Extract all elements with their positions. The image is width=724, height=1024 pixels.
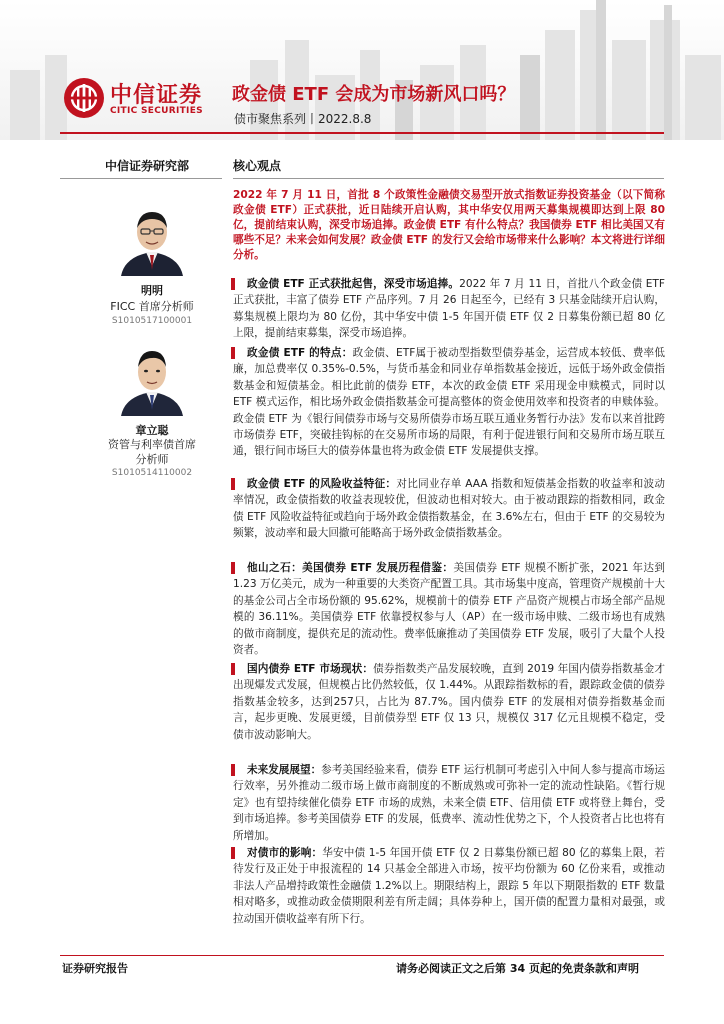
bullet-bar-icon xyxy=(231,347,235,359)
analyst-role-1: FICC 首席分析师 xyxy=(110,300,194,313)
paragraph-4-lead: 他山之石：美国债券 ETF 发展历程借鉴： xyxy=(247,562,454,574)
analyst-name-2: 章立聪 xyxy=(135,424,169,437)
paragraph-5-body: 债券指数类产品发展较晚，直到 2019 年国内债券指数基金才出现爆发式发展，但规模占比仍然较低，仅 1.44%。从跟踪指数标的看，跟踪政金债的债券指数基金较多，达到257只，占比为 87.7%。国内债券 ETF 的发展相对债券指数基金而言，起步更晚、发展更缓，目前债券型 ETF 仅 13 只，规模仅 317 亿元且规模不稳定，受债市波动影响大。 xyxy=(233,663,665,741)
paragraph-6 xyxy=(233,762,665,844)
key-points-intro: 2022 年 7 月 11 日，首批 8 个政策性金融债交易型开放式指数证券投资基金（以下简称政金债 ETF）正式获批，近日陆续开启认购，其中华安仅用两天募集规模即达到上限 80 亿，提前结束认购，深受市场追捧。政金债 ETF 有什么特点？我国债券 ETF 相比美国又有哪些不足？未来会如何发展？政金债 ETF 的发行又会给市场带来什么影响？本文将进行详细分析。 xyxy=(233,189,665,261)
paragraph-1-body: 2022 年 7 月 11 日，首批八个政金债 ETF 正式获批，丰富了债券 ETF 产品序列。7 月 26 日起至今，已经有 3 只基金陆续开启认购，募集规模上限均为 80 亿份，其中华安中债 1-5 年国开债 ETF 仅 2 日募集份额已超 80 亿上限，提前结束募集，深受市场追捧。 xyxy=(233,278,665,340)
paragraph-2 xyxy=(233,345,665,460)
paragraph-7 xyxy=(233,845,665,927)
brand-name-cn: 中信证券 xyxy=(110,82,203,108)
analyst-role-2-line1: 资管与利率债首席 xyxy=(108,438,196,451)
footer-report-type: 证券研究报告 xyxy=(62,962,128,975)
paragraph-3-body: 对比同业存单 AAA 指数和短债基金指数的收益率和波动率情况，政金债指数的收益表现较优，但波动也相对较大。由于被动跟踪的指数相同，政金债 ETF 风险收益特征或趋向于场外政金债指数基金，在 3.6%左右，但由于 ETF 的交易较为频繁，波动率和最大回撤可能略高于场外政金债指数基金。 xyxy=(233,478,665,540)
paragraph-7-body: 华安中债 1-5 年国开债 ETF 仅 2 日募集份额已超 80 亿的募集上限，若待发行及正处于申报流程的 14 只基金全部进入市场，按平均份额为 60 亿份来看，或推动非法人产品增持政策性金融债 1.2%以上。期限结构上，跟踪 5 年以下期限指数的 ETF 数量相对略多，或推动政金债期限利差有所走阔；具体券种上，国开债的配置力量相对最强，或拉动国开债收益率有所下行。 xyxy=(233,847,666,925)
paragraph-7-lead: 对债市的影响： xyxy=(247,847,323,859)
paragraph-6-body: 参考美国经验来看，债券 ETF 运行机制可考虑引入中间人参与提高市场运行效率，另外推动二级市场上做市商制度的不断成熟或可弥补一定的流动性缺陷。《暂行规定》也有望持续催化债券 ETF 市场的成熟，未来全债 ETF、信用债 ETF 或将登上舞台，受到市场追捧。参考美国债券 ETF 的发展，低费率、流动性优势之下，个人投资者占比也将有所增加。 xyxy=(233,764,666,842)
sidebar-divider xyxy=(60,178,222,179)
header-divider xyxy=(60,132,664,134)
paragraph-5-lead: 国内债券 ETF 市场现状： xyxy=(247,663,374,675)
paragraph-3 xyxy=(233,476,665,542)
analyst-name-1: 明明 xyxy=(141,284,163,297)
citic-logo-icon xyxy=(64,78,104,118)
paragraph-4-body: 美国债券 ETF 规模不断扩张，2021 年达到 1.23 万亿美元，成为一种重要的大类资产配置工具。其市场集中度高，管理资产规模前十大的基金公司占全市场份额的 95.62%，规模前十的债券 ETF 产品资产规模占市场全部产品规模的 36.11%。美国债券 ETF 依靠授权参与人（AP）在一级市场申赎、二级市场也有成熟的做市商制度，提供充足的流动性。费率低廉推动了美国债券 ETF 发展，吸引了大量个人投资者。 xyxy=(233,562,665,657)
report-title: 政金债 ETF 会成为市场新风口吗？ xyxy=(232,84,516,105)
paragraph-3-lead: 政金债 ETF 的风险收益特征： xyxy=(247,478,397,490)
bullet-bar-icon xyxy=(231,278,235,290)
analyst-cert-id-2: S1010514110002 xyxy=(111,468,193,478)
section-divider xyxy=(233,178,664,179)
bullet-bar-icon xyxy=(231,562,235,574)
analyst-photo-2 xyxy=(115,340,189,416)
section-title: 核心观点 xyxy=(233,159,282,173)
report-subtitle: 债市聚焦系列丨2022.8.8 xyxy=(234,112,372,126)
paragraph-6-lead: 未来发展展望： xyxy=(247,764,322,776)
bullet-bar-icon xyxy=(231,478,235,490)
footer-disclaimer: 请务必阅读正文之后第 34 页起的免责条款和声明 xyxy=(396,962,639,975)
brand-logo xyxy=(64,78,224,124)
brand-name-en: CITIC SECURITIES xyxy=(110,106,203,116)
analyst-role-2-line2: 分析师 xyxy=(135,453,169,466)
paragraph-1-lead: 政金债 ETF 正式获批起售，深受市场追捧。 xyxy=(247,278,460,290)
paragraph-1 xyxy=(233,276,665,342)
footer-divider xyxy=(60,955,664,956)
paragraph-5 xyxy=(233,661,665,743)
bullet-bar-icon xyxy=(231,663,235,675)
bullet-bar-icon xyxy=(231,764,235,776)
research-department: 中信证券研究部 xyxy=(105,159,190,173)
paragraph-2-body: 政金债、ETF属于被动型指数型债券基金，运营成本较低、费率低廉，加总费率仅 0.35%-0.5%，与货币基金和同业存单指数基金接近，远低于场外政金债指数基金和短债基金。相比此前的债券 ETF，本次的政金债 ETF 采用现金申赎模式，同时以 ETF 模式运作，相比场外政金债指数基金可提高整体的资金使用效率和投资者的申赎体验。政金债 ETF 为《银行间债券市场与交易所债券市场互联互通业务暂行办法》发布以来首批跨市场债券 ETF，突破挂钩标的在交易所市场的局限，有利于促进银行间和交易所市场互联互通，银行间市场巨大的债券体量也将为政金债 ETF 发展提供支撑。 xyxy=(233,347,665,458)
paragraph-2-lead: 政金债 ETF 的特点： xyxy=(247,347,353,359)
paragraph-4 xyxy=(233,560,665,658)
analyst-cert-id-1: S1010517100001 xyxy=(111,316,193,326)
bullet-bar-icon xyxy=(231,847,235,859)
analyst-photo-1 xyxy=(115,200,189,276)
